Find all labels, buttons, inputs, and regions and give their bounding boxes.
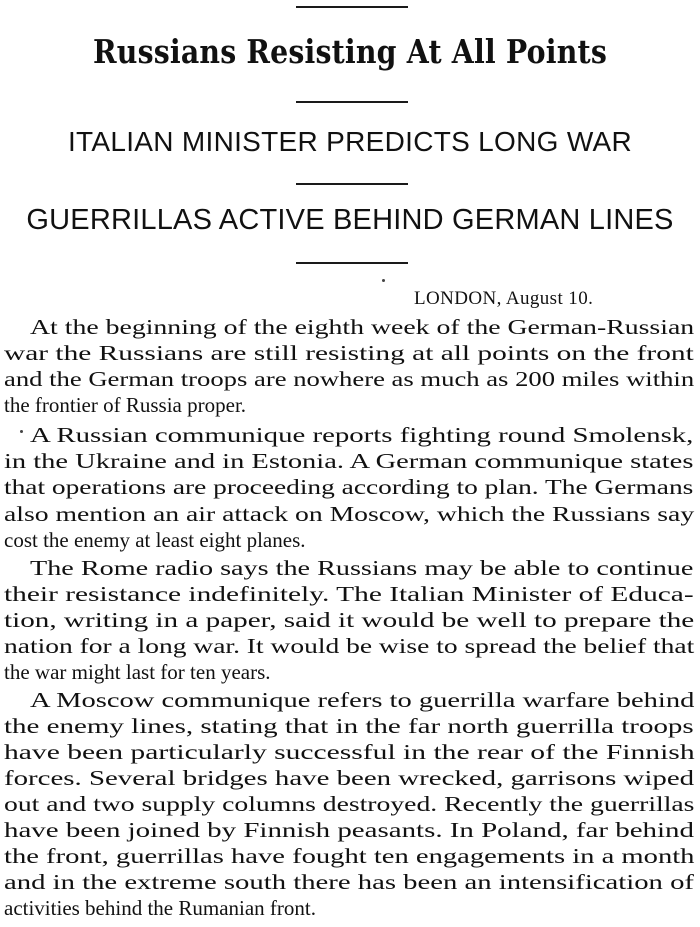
main-headline: Russians Resisting At All Points — [93, 32, 607, 71]
article-line: their resistance indefinitely. The Italian Minister of Educa- — [4, 582, 694, 606]
article-line: also mention an air attack on Moscow, which the Russians say — [4, 502, 695, 526]
subheadline-italian-minister: ITALIAN MINISTER PREDICTS LONG WAR — [67, 126, 633, 157]
headline-divider-1 — [296, 101, 408, 103]
article-line: The Rome radio says the Russians may be able to continue — [30, 556, 694, 580]
subheadline-guerrillas: GUERRILLAS ACTIVE BEHIND GERMAN LINES — [26, 204, 674, 236]
article-line: have been joined by Finnish peasants. In Poland, far behind — [4, 818, 694, 842]
print-speck — [382, 279, 385, 282]
headline-divider-3 — [296, 262, 408, 264]
article-line: tion, writing in a paper, said it would be well to prepare the — [4, 608, 695, 632]
article-line: and the German troops are nowhere as much as 200 miles within — [4, 367, 695, 391]
article-line: the front, guerrillas have fought ten engagements in a month — [4, 844, 695, 868]
article-line: out and two supply columns destroyed. Recently the guerrillas — [4, 792, 695, 816]
article-line: the war might last for ten years. — [4, 660, 271, 684]
article-line: A Moscow communique refers to guerrilla warfare behind — [30, 688, 695, 712]
article-line: that operations are proceeding according to plan. The Germans — [4, 475, 694, 499]
headline-divider-2 — [296, 183, 408, 185]
article-line: the enemy lines, stating that in the far north guerrilla troops — [4, 714, 694, 738]
article-line: war the Russians are still resisting at all points on the front — [4, 341, 694, 365]
article-line: nation for a long war. It would be wise to spread the belief that — [4, 634, 695, 658]
article-line: A Russian communique reports fighting round Smolensk, — [30, 423, 694, 447]
top-rule — [296, 6, 408, 8]
article-line: in the Ukraine and in Estonia. A German communique states — [4, 449, 694, 473]
article-line: forces. Several bridges have been wrecked, garrisons wiped — [4, 766, 695, 790]
dateline: LONDON, August 10. — [414, 288, 594, 309]
article-line: activities behind the Rumanian front. — [4, 896, 317, 920]
article-line: At the beginning of the eighth week of the German-Russian — [30, 315, 695, 339]
print-speck — [20, 430, 23, 433]
article-line: have been particularly successful in the rear of the Finnish — [4, 740, 695, 764]
article-line: the frontier of Russia proper. — [4, 393, 247, 417]
article-line: cost the enemy at least eight planes. — [4, 528, 306, 552]
article-line: and in the extreme south there has been an intensification of — [4, 870, 694, 894]
